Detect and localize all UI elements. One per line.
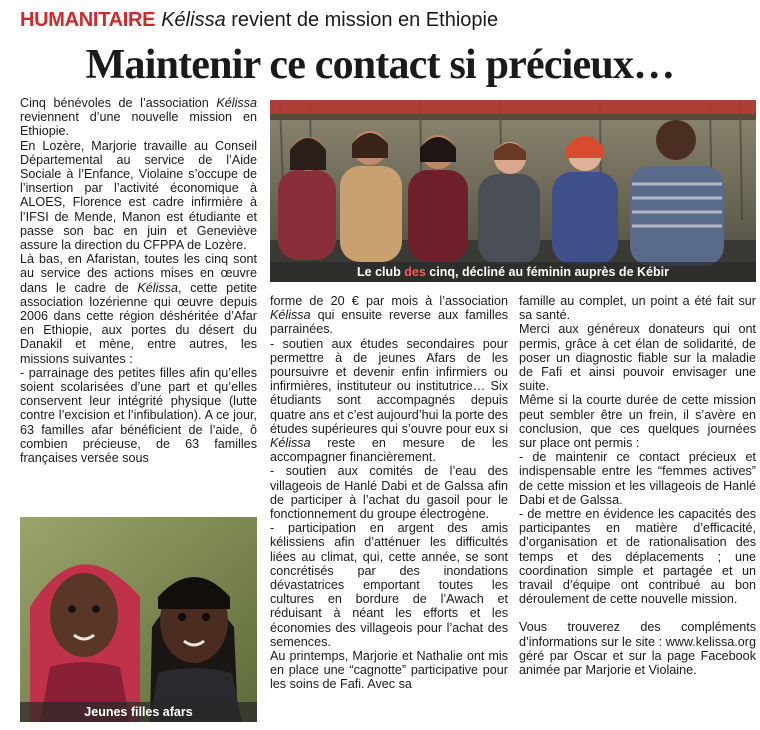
girls-photo-caption: Jeunes filles afars bbox=[20, 702, 257, 722]
paragraph-afaristan: Là bas, en Afaristan, toutes les cinq sont au service des actions mises en œuvre dans le cadre de Kélissa, cette petite association lozérienne qui œuvre depuis 2006 dans cette région déshéritée d’Afar en Ethiopie, aux portes du désert du Danakil et mène, entre autres, les missions suivantes : bbox=[20, 252, 257, 366]
paragraph-conclusion: Même si la courte durée de cette mission peut sembler être un frein, il s’avère en conclusion, que ces quelques journées sur place ont permis : bbox=[519, 393, 756, 451]
paragraph-water: - soutien aux comités de l’eau des villageois de Hanlé Dabi et de Galssa afin de participer à l’achat du gasoil pour le fonctionnement du groupe électrogène. bbox=[270, 464, 508, 522]
paragraph-cagnotte: Au printemps, Marjorie et Nathalie ont mis en place une “cagnotte” participative pour les soins de Fafi. Avec sa bbox=[270, 649, 508, 692]
section-rubric: HUMANITAIRE bbox=[20, 9, 156, 31]
girls-photo-image bbox=[20, 517, 257, 722]
paragraph-floods: - participation en argent des amis kélissiens afin d’atténuer les difficultés liées au climat, qui, cette année, se sont concrétisés par des inondations dévastatrices emportant toutes les cultures en bordure de l’Awach et réduisant à néant les efforts et les économies des villageois pour l’achat des semences. bbox=[270, 521, 508, 649]
paragraph-capacities: - de mettre en évidence les capacités des participantes en matière d’efficacité, d’organisation et de rationalisation des temps et des déplacements ; une coordination simple et partagée et un travail d’équipe ont contribué au bon déroulement de cette nouvelle mission. bbox=[519, 507, 756, 607]
group-photo-image bbox=[270, 100, 756, 282]
article-column-3 bbox=[519, 294, 756, 677]
paragraph-sponsorship-cont: forme de 20 € par mois à l’association Kélissa qui ensuite reverse aux familles parrainées. bbox=[270, 294, 508, 337]
paragraph-studies: - soutien aux études secondaires pour permettre à de jeunes Afars de les poursuivre et devenir enfin infirmiers ou infirmières, instituteur ou institutrice… Six étudiants sont accompagnés depuis quatre ans et c’est aujourd’hui la porte des études supérieures qui s’ouvre pour eux si Kélissa reste en mesure de les accompagner financièrement. bbox=[270, 336, 508, 465]
group-photo-caption: Le club des cinq, décliné au féminin auprès de Kébir bbox=[270, 262, 756, 282]
paragraph-sponsorship: - parrainage des petites filles afin qu’elles soient scolarisées d’une part et qu’elles conservent leur intégrité physique (lutte contre l’excision et l’infibulation). A ce jour, 63 familles afar bénéficient de l’aide, ô combien précieuse, de 63 familles françaises versée sous bbox=[20, 365, 257, 466]
paragraph-contact: - de maintenir ce contact précieux et indispensable entre les “femmes actives” de cette mission et les villageois de Hanlé Dabi et de Galssa. bbox=[519, 450, 756, 507]
article-column-1 bbox=[20, 96, 257, 465]
paragraph-thanks: Merci aux généreux donateurs qui ont permis, grâce à cet élan de solidarité, de poser un diagnostic fiable sur la maladie de Fafi et ainsi pouvoir envisager une suite. bbox=[519, 322, 756, 394]
subtitle-text: revient de mission en Ethiopie bbox=[225, 9, 499, 31]
paragraph-intro: Cinq bénévoles de l’association Kélissa reviennent d’une nouvelle mission en Ethiopie. bbox=[20, 96, 257, 139]
paragraph-more-info: Vous trouverez des compléments d’informations sur le site : www.kelissa.org géré par Oscar et sur la page Facebook animée par Marjorie et Violaine. bbox=[519, 620, 756, 678]
group-photo bbox=[270, 100, 756, 282]
article-headline: Maintenir ce contact si précieux… bbox=[85, 42, 675, 88]
article-subtitle bbox=[161, 9, 498, 31]
article-column-2 bbox=[270, 294, 508, 692]
association-name: Kélissa bbox=[161, 9, 226, 31]
paragraph-volunteers: En Lozère, Marjorie travaille au Conseil Départemental au service de l’Aide Sociale à l’Enfance, Violaine s’occupe de l’insertion par l’activité économique à ALOES, Florence est cadre infirmière à l’IFSI de Mende, Manon est étudiante et passe son bac en juin et Geneviève assure la direction du CFPPA de Lozère. bbox=[20, 138, 257, 253]
paragraph-health: famille au complet, un point a été fait sur sa santé. bbox=[519, 294, 756, 323]
girls-photo bbox=[20, 517, 257, 722]
article-kicker bbox=[20, 8, 498, 32]
